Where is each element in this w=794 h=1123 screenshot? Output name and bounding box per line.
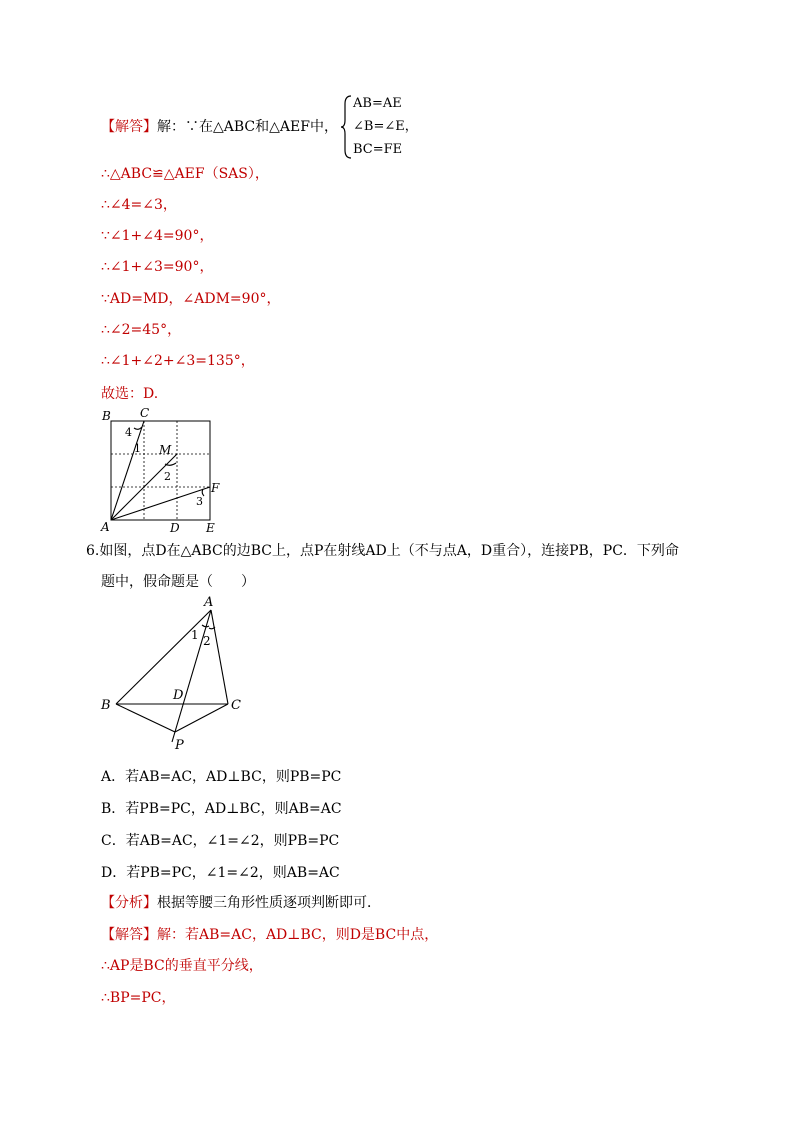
analysis-tag: 【分析】 <box>101 895 157 911</box>
system-line-1: AB=AE <box>353 96 402 111</box>
solution-tag: 【解答】 <box>101 927 157 943</box>
label-C: C <box>140 406 150 420</box>
step-line: ∴∠1+∠3=90°， <box>101 259 214 275</box>
question-6-line-1 <box>86 542 679 560</box>
analysis-text: 根据等腰三角形性质逐项判断即可． <box>157 895 381 911</box>
label-D: D <box>173 688 184 703</box>
solution-intro <box>101 118 338 136</box>
angle-label-2: 2 <box>164 470 171 483</box>
option-c: C．若AB=AC，∠1=∠2，则PB=PC <box>101 833 340 849</box>
option-b: B．若PB=PC，AD⊥BC，则AB=AC <box>101 801 342 817</box>
angle-label-2: 2 <box>203 634 211 648</box>
solution-step: ∴BP=PC， <box>101 990 176 1006</box>
question-number: 6. <box>86 543 100 559</box>
option-a: A．若AB=AC，AD⊥BC，则PB=PC <box>101 769 342 785</box>
angle-label-4: 4 <box>125 426 132 439</box>
question-6-line-2: 题中，假命题是（ ） <box>101 574 255 590</box>
label-P: P <box>175 738 184 753</box>
label-F: F <box>211 481 220 495</box>
system-line-3: BC=FE <box>353 142 403 157</box>
step-line: ∴△ABC≌△AEF（SAS）， <box>101 166 269 182</box>
step-line: ∴∠2=45°， <box>101 322 182 338</box>
system-line-2: ∠B=∠E， <box>353 119 418 134</box>
figure-triangle <box>98 592 258 762</box>
answer-line: 故选：D. <box>101 386 159 402</box>
label-B: B <box>102 409 111 423</box>
solution-tag: 【解答】 <box>101 119 157 135</box>
left-brace-icon <box>341 94 353 160</box>
angle-label-1: 1 <box>191 628 199 642</box>
step-line: ∴∠4=∠3， <box>101 197 177 213</box>
analysis-line <box>101 894 381 912</box>
label-A: A <box>101 520 110 534</box>
angle-label-3: 3 <box>196 495 203 508</box>
label-C: C <box>231 698 241 713</box>
step-line: ∴∠1+∠2+∠3=135°， <box>101 353 255 369</box>
solution-6-line <box>101 926 438 944</box>
step-line: ∵AD=MD，∠ADM=90°， <box>101 291 281 307</box>
solution-step: ∴AP是BC的垂直平分线， <box>101 958 263 974</box>
solution-text: 解：若AB=AC，AD⊥BC，则D是BC中点， <box>157 927 439 943</box>
label-A: A <box>204 595 214 610</box>
question-text: 如图，点D在△ABC的边BC上，点P在射线AD上（不与点A，D重合），连接PB，PC．下列命 <box>99 543 679 559</box>
label-B: B <box>101 698 111 713</box>
solution-intro-text: 解：∵在△ABC和△AEF中， <box>157 119 338 135</box>
equation-system <box>341 94 431 160</box>
angle-label-1: 1 <box>134 442 141 455</box>
option-d: D．若PB=PC，∠1=∠2，则AB=AC <box>101 865 340 881</box>
figure-grid <box>98 405 228 535</box>
label-D: D <box>170 521 180 535</box>
label-E: E <box>206 521 215 535</box>
step-line: ∵∠1+∠4=90°， <box>101 228 214 244</box>
label-M: M <box>159 443 172 457</box>
